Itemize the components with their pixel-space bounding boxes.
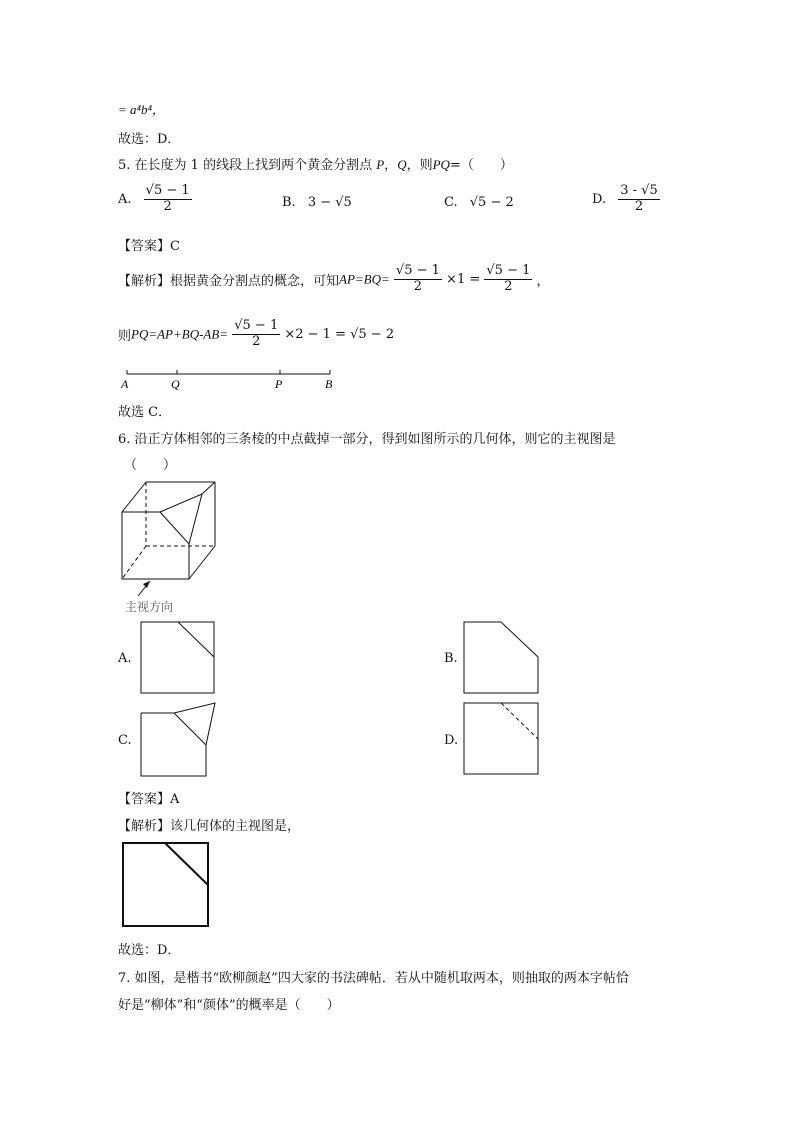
q5-option-b: B. 3 − √5 bbox=[282, 195, 352, 210]
q6-option-c-label: C. bbox=[118, 733, 132, 748]
cube-figure bbox=[112, 476, 222, 596]
q6-option-c-figure bbox=[140, 701, 218, 779]
q6-stem: 6. 沿正方体相邻的三条棱的中点截掉一部分，得到如图所示的几何体，则它的主视图是 bbox=[118, 432, 616, 447]
q6-option-b-figure bbox=[463, 621, 540, 695]
q6-option-b-label: B. bbox=[444, 651, 458, 666]
segment-label-a: A bbox=[121, 377, 129, 391]
q6-option-d-figure bbox=[463, 702, 540, 776]
q6-option-d-label: D. bbox=[444, 733, 459, 748]
q5-option-a: A. $\frac{√5 - 1}{2}$ bbox=[118, 183, 190, 214]
prev-result: = a⁴b⁴， bbox=[118, 102, 166, 117]
q6-choice: 故选：D． bbox=[118, 943, 181, 958]
segment-label-b: B bbox=[325, 377, 333, 391]
q5-option-d: D. $\frac{3 - √5}{2}$ bbox=[592, 183, 658, 214]
segment-diagram bbox=[115, 366, 345, 392]
q6-answer: 【答案】A bbox=[118, 792, 180, 807]
q5-stem: 5. 在长度为 1 的线段上找到两个黄金分割点 P，Q，则PQ=（ ） bbox=[118, 157, 513, 173]
q5-answer: 【答案】C bbox=[118, 239, 180, 254]
q6-answer-figure bbox=[121, 841, 211, 929]
q6-explanation: 【解析】该几何体的主视图是， bbox=[118, 819, 301, 834]
q5-choice: 故选 C． bbox=[118, 405, 172, 420]
q5-explanation: 【解析】根据黄金分割点的概念，可知AP=BQ= $\frac{√5 - 1}{2}$ ×1 = $\frac{√5 - 1}{2}$ ， bbox=[118, 263, 550, 294]
segment-label-q: Q bbox=[171, 377, 180, 391]
q6-blank: （ ） bbox=[124, 458, 177, 473]
prev-choice: 故选：D． bbox=[118, 132, 181, 147]
q6-option-a-figure bbox=[140, 621, 216, 695]
q7-stem-line2: 好是“柳体”和“颜体”的概率是（ ） bbox=[118, 998, 340, 1013]
view-direction-label: 主视方向 bbox=[125, 600, 174, 614]
q5-option-c: C. √5 − 2 bbox=[444, 195, 514, 210]
q5-explanation-2: 则PQ=AP+BQ-AB= $\frac{√5 - 1}{2}$ ×2 − 1 = √5 − 2 bbox=[118, 318, 395, 349]
segment-label-p: P bbox=[275, 377, 283, 391]
q7-stem-line1: 7. 如图，是楷书“欧柳颜赵”四大家的书法碑帖．若从中随机取两本，则抽取的两本字帖恰 bbox=[118, 971, 629, 986]
q6-option-a-label: A. bbox=[118, 651, 132, 666]
